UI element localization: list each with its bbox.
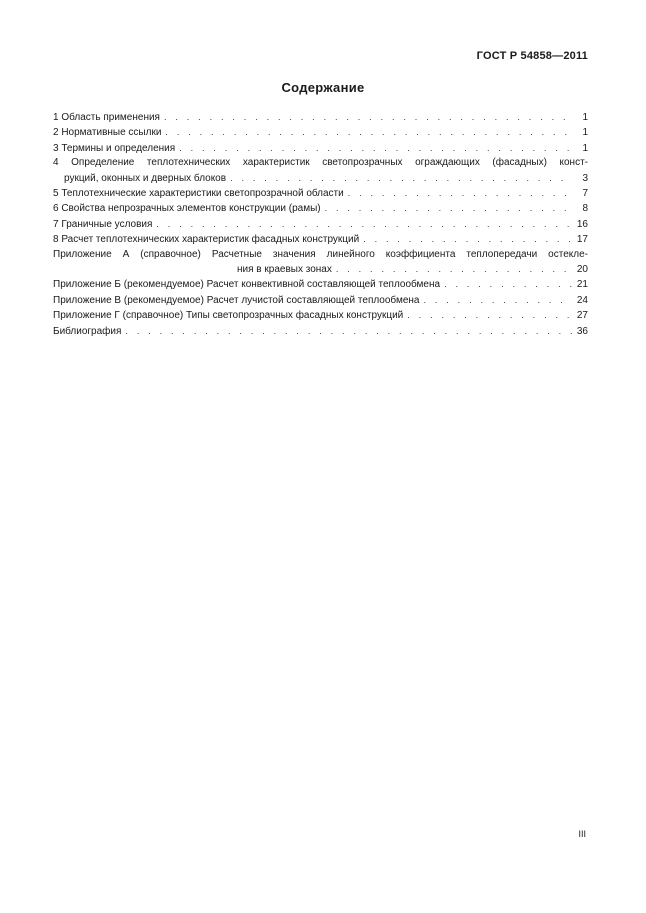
toc-entry[interactable] (53, 248, 588, 278)
toc-entry-label-line1: 4 Определение теплотехнических характеристик светопрозрачных ограждающих (фасадных) конст- (53, 157, 588, 169)
toc-entry[interactable] (53, 277, 588, 292)
toc-entry[interactable] (53, 156, 588, 186)
toc-entry-page: 8 (582, 203, 588, 215)
toc-title: Содержание (281, 80, 365, 95)
toc-entry-label: 2 Нормативные ссылки (53, 127, 162, 139)
toc-entry-page: 24 (576, 294, 588, 306)
toc-entry-label: 8 Расчет теплотехнических характеристик фасадных конструкций (53, 234, 360, 246)
toc-leader-dots (363, 232, 572, 246)
toc-leader-dots (156, 217, 572, 231)
toc-entry-page: 16 (576, 218, 588, 230)
toc-leader-dots (179, 141, 572, 155)
toc-entry-page: 3 (582, 172, 588, 184)
toc-leader-dots (165, 125, 572, 139)
toc-entry[interactable] (53, 308, 588, 323)
toc-entry[interactable] (53, 293, 588, 308)
toc-leader-dots (336, 262, 572, 276)
toc-entry-page: 21 (576, 279, 588, 291)
toc-entry-label-line2: рукций, оконных и дверных блоков (64, 172, 227, 184)
toc-leader-dots (348, 186, 572, 200)
toc-leader-dots (125, 324, 572, 338)
toc-entry-label: Приложение Б (рекомендуемое) Расчет конвективной составляющей теплообмена (53, 279, 441, 291)
toc-entry[interactable] (53, 141, 588, 156)
toc-entry-label: 7 Граничные условия (53, 218, 153, 230)
toc-entry[interactable] (53, 324, 588, 339)
toc-leader-dots (230, 171, 572, 185)
toc-entry-label: 3 Термины и определения (53, 142, 176, 154)
toc-entry-page: 1 (582, 127, 588, 139)
toc-entry-page: 7 (582, 188, 588, 200)
toc-entry-label-line1: Приложение А (справочное) Расчетные значения линейного коэффициента теплопередачи остекле- (53, 248, 588, 260)
page-number: III (578, 829, 586, 839)
toc-leader-dots (444, 277, 572, 291)
toc-entry-page: 36 (576, 325, 588, 337)
toc-entry[interactable] (53, 232, 588, 247)
toc-leader-dots (325, 201, 572, 215)
toc-entry[interactable] (53, 110, 588, 125)
toc-leader-dots (423, 293, 572, 307)
toc-entry-label: Приложение В (рекомендуемое) Расчет лучистой составляющей теплообмена (53, 294, 420, 306)
document-code: ГОСТ Р 54858—2011 (476, 50, 588, 62)
toc-entry[interactable] (53, 217, 588, 232)
toc-entry-label: 5 Теплотехнические характеристики светопрозрачной области (53, 188, 344, 200)
toc-entry-label: 1 Область применения (53, 112, 160, 123)
toc-entry[interactable] (53, 186, 588, 201)
toc-entry-page: 20 (576, 264, 588, 276)
toc-leader-dots (164, 110, 572, 124)
toc-entry-page: 27 (576, 310, 588, 322)
toc-entry[interactable] (53, 201, 588, 216)
toc-entry-page: 17 (576, 234, 588, 246)
table-of-contents (53, 110, 588, 339)
toc-entry-label-line2: ния в краевых зонах (237, 264, 332, 276)
toc-entry-label: Приложение Г (справочное) Типы светопрозрачных фасадных конструкций (53, 310, 404, 322)
toc-entry-label: Библиография (53, 325, 122, 337)
toc-leader-dots (407, 308, 572, 322)
toc-entry-page: 1 (582, 112, 588, 123)
toc-entry-label: 6 Свойства непрозрачных элементов конструкции (рамы) (53, 203, 321, 215)
toc-entry[interactable] (53, 125, 588, 140)
toc-entry-page: 1 (582, 142, 588, 154)
